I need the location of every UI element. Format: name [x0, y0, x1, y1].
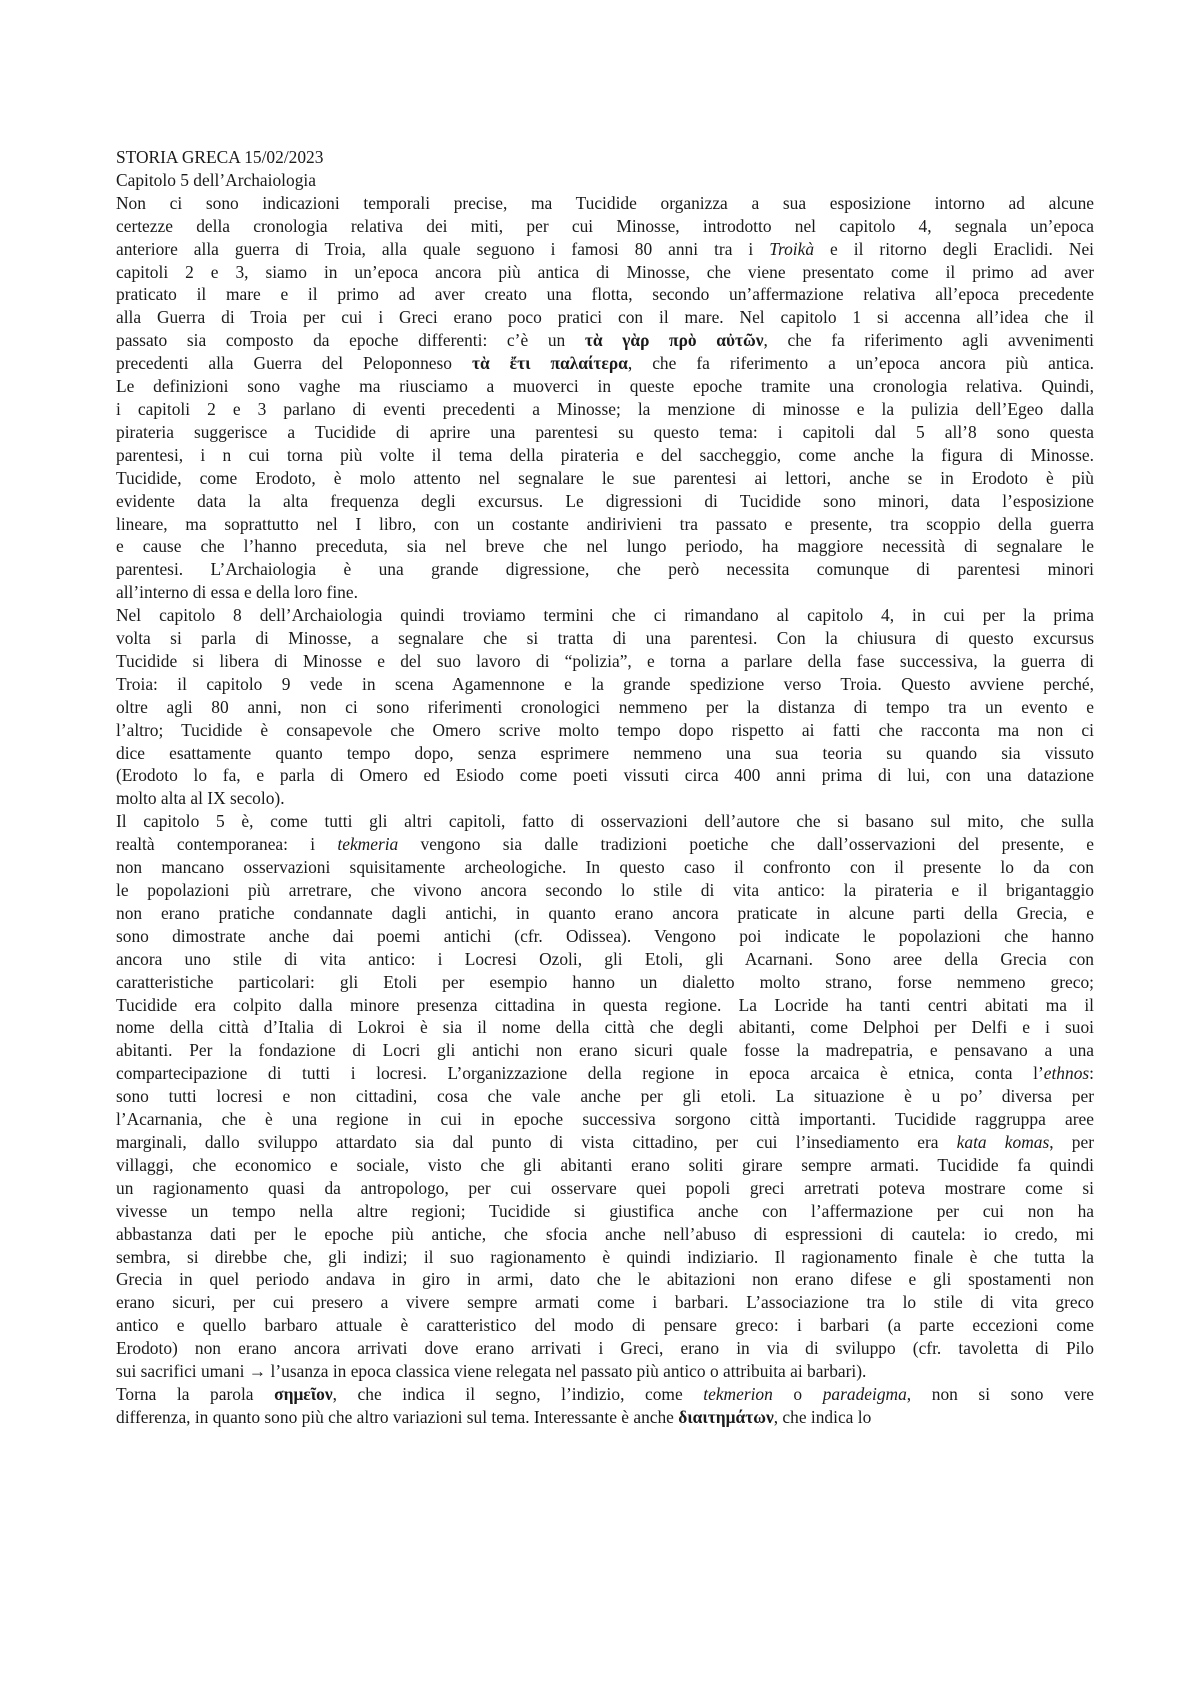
- paragraph: [116, 1383, 1094, 1429]
- text-line: all’interno di essa e della loro fine.: [116, 582, 358, 603]
- text-line: volta si parla di Minosse, a segnalare che si tratta di una parentesi. Con la chiusura di questo excursus: [116, 628, 1094, 649]
- text-line: non mancano osservazioni squisitamente archeologiche. In questo caso il confronto con il presente lo da con: [116, 857, 1094, 878]
- text-line: Torna la parola σημεῖον, che indica il segno, l’indizio, come tekmerion o paradeigma, non si sono vere: [116, 1383, 1095, 1404]
- paragraph: [116, 810, 1094, 1383]
- paragraph: [116, 192, 1094, 604]
- text-line: capitoli 2 e 3, siamo in un’epoca ancora più antica di Minosse, che viene presentato come il primo ad aver: [116, 261, 1094, 282]
- text-line: sui sacrifici umani → l’usanza in epoca classica viene relegata nel passato più antico o attribuita ai barbari).: [116, 1361, 867, 1382]
- italic-term: kata komas: [956, 1131, 1050, 1152]
- text-line: ancora uno stile di vita antico: i Locresi Ozoli, gli Etoli, gli Acarnani. Sono aree della Grecia con: [116, 948, 1094, 969]
- text-line: compartecipazione di tutti i locresi. L’organizzazione della regione in epoca arcaica è etnica, conta l’ethnos:: [116, 1063, 1094, 1084]
- text-line: oltre agli 80 anni, non ci sono riferimenti cronologici nemmeno per la distanza di tempo tra un evento e: [116, 696, 1094, 717]
- text-line: antico e quello barbaro attuale è caratteristico del modo di pensare greco: i barbari (a parte eccezioni come: [116, 1315, 1094, 1336]
- text-line: anteriore alla guerra di Troia, alla quale seguono i famosi 80 anni tra i Troikà e il ritorno degli Eraclidi. Nei: [116, 238, 1094, 259]
- text-line: (Erodoto lo fa, e parla di Omero ed Esiodo come poeti vissuti circa 400 anni prima di lui, con una datazione: [116, 765, 1094, 786]
- greek-term: τὰ ἔτι παλαίτερα: [471, 353, 628, 374]
- text-line: erano sicuri, per cui presero a vivere sempre armati come i barbari. L’associazione tra lo stile di vita greco: [116, 1292, 1094, 1313]
- text-line: un ragionamento quasi da antropologo, per cui osservare quei popoli greci arretrati poteva mostrare come si: [116, 1177, 1094, 1198]
- text-line: dice esattamente quanto tempo dopo, senza esprimere nemmeno una sua teoria su quando sia vissuto: [116, 742, 1094, 763]
- text-line: parentesi. L’Archaiologia è una grande digressione, che però necessita comunque di parentesi minori: [116, 559, 1094, 580]
- text-line: precedenti alla Guerra del Peloponneso τὰ ἔτι παλαίτερα, che fa riferimento a un’epoca ancora più antica.: [116, 353, 1094, 374]
- text-line: villaggi, che economico e sociale, visto che gli abitanti erano soliti girare sempre armati. Tucidide fa quindi: [116, 1154, 1094, 1175]
- text-line: Nel capitolo 8 dell’Archaiologia quindi troviamo termini che ci rimandano al capitolo 4, in cui per la prima: [116, 605, 1094, 626]
- text-line: abbastanza dati per le epoche più antiche, che sfocia anche nell’abuso di espressioni di cautela: io credo, mi: [116, 1223, 1094, 1244]
- text-line: differenza, in quanto sono più che altro variazioni sul tema. Interessante è anche διαιτημάτων, che indica lo: [116, 1406, 872, 1427]
- greek-term: τὰ γὰρ πρὸ αὐτῶν: [584, 330, 764, 351]
- text-line: praticato il mare e il primo ad aver creato una flotta, secondo un’affermazione relativa all’epoca precedente: [116, 284, 1094, 305]
- document-subtitle: Capitolo 5 dell’Archaiologia: [116, 169, 316, 190]
- italic-term: tekmerion: [703, 1383, 773, 1404]
- italic-term: tekmeria: [337, 834, 399, 855]
- text-line: molto alta al IX secolo).: [116, 788, 285, 809]
- text-line: passato sia composto da epoche differenti: c’è un τὰ γὰρ πρὸ αὐτῶν, che fa riferimento agli avvenimenti: [116, 330, 1094, 351]
- text-line: Non ci sono indicazioni temporali precise, ma Tucidide organizza a sua esposizione intorno ad alcune: [116, 192, 1094, 213]
- text-line: sono tutti locresi e non cittadini, cosa che vale anche per gli etoli. La situazione è u po’ diversa per: [116, 1086, 1094, 1107]
- text-line: parentesi, i n cui torna più volte il tema della pirateria e del saccheggio, come anche la figura di Minosse.: [116, 444, 1094, 465]
- text-line: nome della città d’Italia di Lokroi è sia il nome della città che degli abitanti, come Delphoi per Delfi e i suoi: [116, 1017, 1094, 1038]
- text-line: alla Guerra di Troia per cui i Greci erano poco pratici con il mare. Nel capitolo 1 si accenna all’idea che il: [116, 307, 1094, 328]
- text-line: Il capitolo 5 è, come tutti gli altri capitoli, fatto di osservazioni dell’autore che si basano sul mito, che sulla: [116, 811, 1094, 832]
- text-line: lineare, ma soprattutto nel I libro, con un costante andirivieni tra passato e presente, tra scoppio della guerra: [116, 513, 1094, 534]
- document-page: [116, 146, 1094, 1429]
- text-line: Tucidide era colpito dalla minore presenza cittadina in questa regione. La Locride ha tanti centri abitati ma il: [116, 994, 1094, 1015]
- text-line: Erodoto) non erano ancora arrivati dove erano arrivati i Greci, erano in via di sviluppo (cfr. tavoletta di Pilo: [116, 1338, 1094, 1359]
- paragraph: [116, 604, 1094, 810]
- text-line: i capitoli 2 e 3 parlano di eventi precedenti a Minosse; la menzione di minosse e la pulizia dell’Egeo dalla: [116, 398, 1094, 419]
- text-line: le popolazioni più arretrare, che vivono ancora secondo lo stile di vita antico: la pirateria e il brigantaggio: [116, 880, 1094, 900]
- text-line: abitanti. Per la fondazione di Locri gli antichi non erano sicuri quale fosse la madrepatria, e pensavano a una: [116, 1040, 1094, 1061]
- text-line: caratteristiche particolari: gli Etoli per esempio hanno un dialetto molto strano, forse nemmeno greco;: [116, 971, 1094, 992]
- document-title: STORIA GRECA 15/02/2023: [116, 147, 324, 167]
- greek-term: διαιτημάτων: [678, 1406, 774, 1427]
- greek-term: σημεῖον: [274, 1383, 333, 1404]
- text-line: pirateria suggerisce a Tucidide di aprire una parentesi su questo tema: i capitoli dal 5 all’8 sono questa: [116, 421, 1094, 442]
- italic-term: paradeigma: [822, 1383, 907, 1404]
- text-line: sembra, si direbbe che, gli indizi; il suo ragionamento è quindi indiziario. Il ragionamento finale è che tutta la: [116, 1246, 1094, 1267]
- text-line: realtà contemporanea: i tekmeria vengono sia dalle tradizioni poetiche che dall’osservazioni del presente, e: [116, 834, 1094, 855]
- text-line: e cause che l’hanno preceduta, sia nel breve che nel lungo periodo, ha maggiore necessità di segnalare le: [116, 536, 1094, 557]
- text-line: evidente data la alta frequenza degli excursus. Le digressioni di Tucidide sono minori, data l’esposizione: [116, 490, 1094, 511]
- document-body: [116, 192, 1094, 1429]
- italic-term: ethnos: [1043, 1063, 1090, 1084]
- text-line: marginali, dallo sviluppo attardato sia dal punto di vista cittadino, per cui l’insediamento era kata komas, per: [116, 1131, 1094, 1152]
- text-line: vivesse un tempo nella altre regioni; Tucidide si giustifica anche con l’affermazione per cui non ha: [116, 1200, 1094, 1221]
- text-line: Grecia in quel periodo andava in giro in armi, dato che le abitazioni non erano difese e gli spostamenti non: [116, 1269, 1094, 1290]
- text-line: non erano pratiche condannate dagli antichi, in quanto erano ancora praticate in alcune parti della Grecia, e: [116, 902, 1094, 923]
- italic-term: Troikà: [769, 238, 815, 259]
- text-line: Le definizioni sono vaghe ma riusciamo a muoverci in queste epoche tramite una cronologia relativa. Quindi,: [116, 376, 1094, 397]
- text-line: l’Acarnania, che è una regione in cui in epoche successiva sorgono città importanti. Tucidide raggruppa aree: [116, 1109, 1094, 1130]
- text-line: Troia: il capitolo 9 vede in scena Agamennone e la grande spedizione verso Troia. Questo avviene perché,: [116, 673, 1094, 694]
- text-line: Tucidide, come Erodoto, è molo attento nel segnalare le sue parentesi ai lettori, anche se in Erodoto è più: [116, 467, 1094, 488]
- text-line: Tucidide si libera di Minosse e del suo lavoro di “polizia”, e torna a parlare della fase successiva, la guerra di: [116, 650, 1094, 671]
- text-line: certezze della cronologia relativa dei miti, per cui Minosse, introdotto nel capitolo 4, segnala un’epoca: [116, 215, 1094, 236]
- text-line: l’altro; Tucidide è consapevole che Omero scrive molto tempo dopo rispetto ai fatti che racconta ma non ci: [116, 719, 1094, 740]
- text-line: sono dimostrate anche dai poemi antichi (cfr. Odissea). Vengono poi indicate le popolazioni che hanno: [116, 925, 1094, 946]
